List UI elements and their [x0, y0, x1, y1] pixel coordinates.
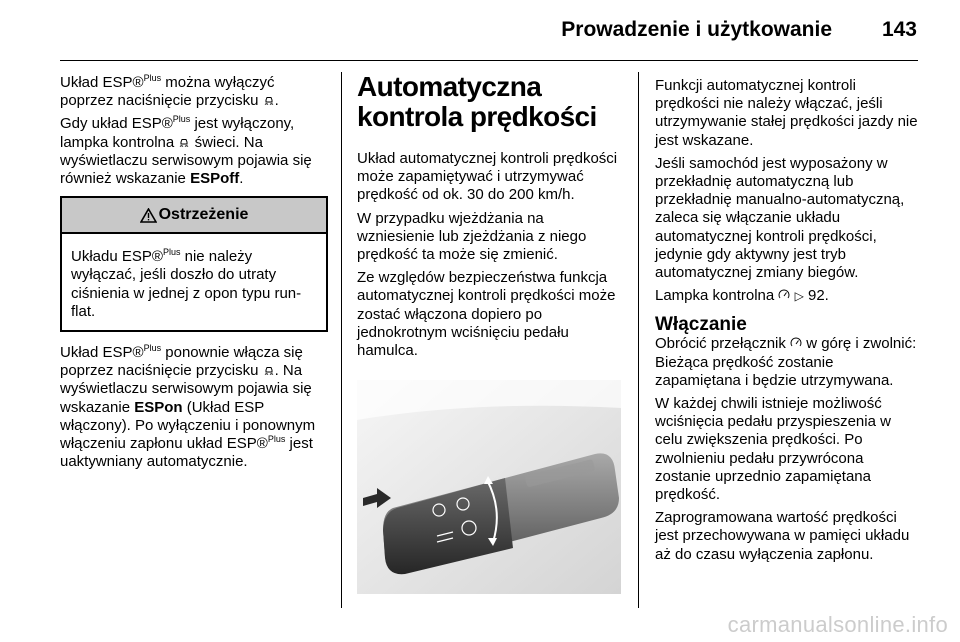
activation-paragraph: Obrócić przełącznik w górę i zwolnić: Bieżąca prędkość zostanie zapamiętana i będzie utrzymywana. [655, 335, 917, 389]
warning-header [62, 198, 326, 234]
indicator-reference-paragraph: Lampka kontrolna ▷ 92. [655, 287, 829, 305]
accelerator-paragraph: W każdej chwili istnieje możliwość wciśnięcia pedału przyspieszenia w celu zwiększenia prędkości. Po zwolnieniu pedału przywrócona zostanie uprzednio zapamiętana prędkość. [655, 395, 891, 504]
esp-off-indicator-paragraph: Gdy układ ESP®$^{Plus}$ jest wyłączony, lampka kontrolna świeci. Na wyświetlaczu serwisowym pojawia się również wskazanie ESPoff. [60, 114, 312, 188]
cruise-slope-paragraph: W przypadku wjeżdżania na wzniesienie lub zjeżdżania z niego prędkość ta może się zmienić. [357, 209, 587, 264]
esp-off-paragraph: Układ ESP®$^{Plus}$ można wyłączyć poprzez naciśnięcie przycisku . [60, 73, 279, 110]
warning-box [60, 196, 328, 332]
esp-car-skid-icon [263, 94, 275, 106]
page-number: 143 [881, 18, 917, 41]
cruise-control-lever-photo [357, 380, 621, 594]
page-reference-link[interactable]: 92 [807, 287, 825, 305]
cruise-not-advised-paragraph: Funkcji automatycznej kontroli prędkości nie należy włączać, jeśli utrzymywanie stałej prędkości jazdy nie jest wskazane. [655, 77, 918, 149]
header-rule [60, 60, 918, 61]
cruise-safety-paragraph: Ze względów bezpieczeństwa funkcja automatycznej kontroli prędkości może zostać włączona dopiero po jednokrotnym wciśnięciu pedału hamulca. [357, 269, 616, 360]
running-header-title: Prowadzenie i użytkowanie [561, 18, 832, 41]
esp-on-paragraph: Układ ESP®$^{Plus}$ ponownie włącza się poprzez naciśnięcie przycisku . Na wyświetlaczu serwisowym pojawia się wskazanie ESPon (Układ ESP włączony). Po wyłączeniu i ponownym włączeniu zapłonu układ ESP®$^{Plus}$ jest uaktywniany automatycznie. [60, 343, 316, 471]
warning-triangle-icon [140, 208, 157, 223]
automatic-gearbox-paragraph: Jeśli samochód jest wyposażony w przekładnię automatyczną lub przekładnię manualno-automatyczną, zaleca się włączanie układu automatycznej kontroli prędkości, jedynie gdy aktywny jest tryb automatycznej zmiany biegów. [655, 154, 905, 282]
page-reference-arrow-icon: ▷ [794, 289, 804, 304]
warning-text: Układu ESP®$^{Plus}$ nie należy wyłączać, jeśli doszło do utraty ciśnienia w jednej z opon typu run-flat. [71, 247, 302, 320]
column-divider-1 [341, 72, 342, 608]
esp-button-icon [263, 364, 275, 376]
warning-title: Ostrzeżenie [158, 206, 249, 224]
subsection-heading: Włączanie [655, 314, 747, 336]
column-3 [655, 77, 921, 569]
watermark: carmanualsonline.info [727, 612, 948, 637]
cruise-intro-paragraph: Układ automatycznej kontroli prędkości może zapamiętywać i utrzymywać prędkość od ok. 30 do 200 km/h. [357, 150, 618, 204]
column-2 [357, 72, 619, 365]
section-heading: Automatyczna kontrola prędkości [357, 71, 597, 132]
memory-paragraph: Zaprogramowana wartość prędkości jest przechowywana w pamięci układu aż do czasu wyłączenia zapłonu. [655, 509, 910, 563]
cruise-control-switch-icon [790, 337, 802, 349]
esp-warning-lamp-icon [178, 136, 190, 148]
cruise-control-icon [778, 289, 790, 301]
column-1 [60, 74, 328, 476]
column-divider-2 [638, 72, 639, 608]
